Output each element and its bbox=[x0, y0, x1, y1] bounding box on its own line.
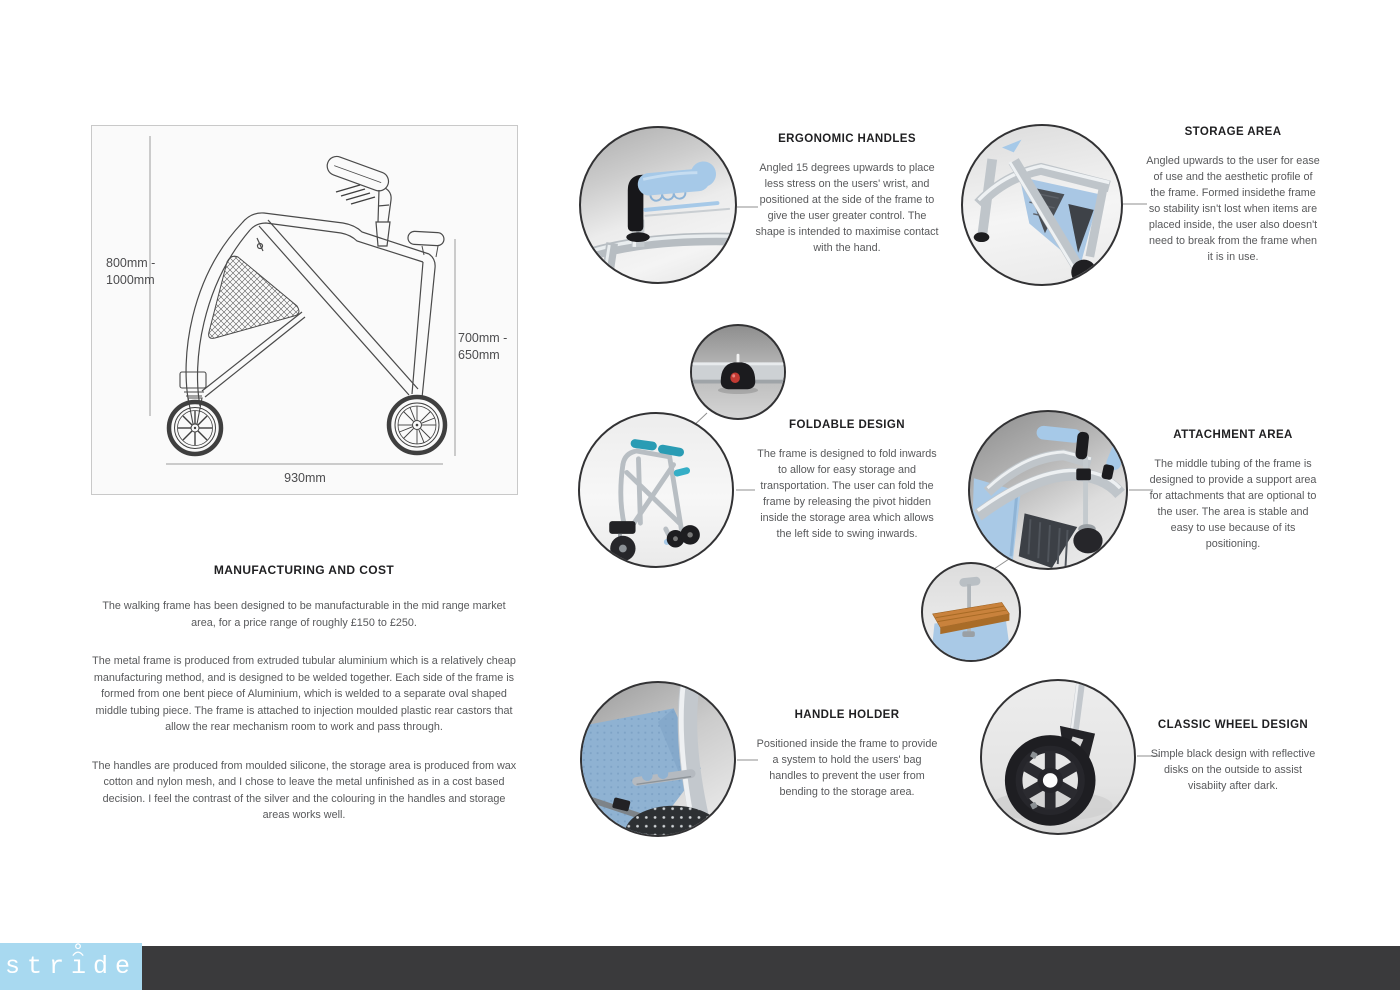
feature-image-storage-area bbox=[961, 124, 1123, 286]
feature-body: Positioned inside the frame to provide a system to hold the users' bag handles to prevent the user from bending to the storage area. bbox=[756, 738, 938, 798]
feature-classic-wheel-design bbox=[1146, 719, 1320, 794]
feature-image-pivot-detail bbox=[690, 324, 786, 420]
feature-title: ATTACHMENT AREA bbox=[1173, 429, 1293, 441]
handle-height-dimension-label: 700mm - 650mm bbox=[458, 331, 508, 362]
feature-attachment-area bbox=[1146, 429, 1320, 552]
feature-image-attachment-area bbox=[968, 410, 1128, 570]
feature-body: Angled upwards to the user for ease of use and the aesthetic profile of the frame. Formed insidethe frame so stability isn't lost when items are placed inside, the user also doesn't need to break from the frame when it is in use. bbox=[1146, 155, 1320, 263]
feature-body: Angled 15 degrees upwards to place less stress on the users' wrist, and positioned at the side of the frame to give the user greater control. The shape is intended to maximise contact with the hand. bbox=[755, 162, 939, 254]
feature-image-foldable-design bbox=[578, 412, 734, 568]
feature-body: The frame is designed to fold inwards to allow for easy storage and transportation. The user can fold the frame by releasing the pivot hidden inside the storage area which allows the left side to swing inwards. bbox=[757, 448, 937, 540]
feature-storage-area bbox=[1146, 126, 1320, 265]
manufacturing-title: MANUFACTURING AND COST bbox=[213, 563, 395, 577]
wooden-tray-render bbox=[923, 564, 1019, 660]
logo-part: de bbox=[93, 952, 138, 981]
manufacturing-paragraph: The handles are produced from moulded silicone, the storage area is produced from wax cotton and nylon mesh, and I chose to leave the metal unfinished as in a cost based decision. I feel the contrast of the silver and the colouring in the handles and storage areas works well. bbox=[91, 759, 517, 821]
ergonomic-handle-render bbox=[581, 128, 735, 282]
feature-body: The middle tubing of the frame is designed to provide a support area for attachments that are optional to the user. The area is stable and easy to use because of its positioning. bbox=[1149, 458, 1317, 550]
logo-i bbox=[71, 952, 93, 981]
feature-title: CLASSIC WHEEL DESIGN bbox=[1157, 719, 1309, 731]
feature-title: ERGONOMIC HANDLES bbox=[778, 133, 916, 145]
logo-part: ı bbox=[70, 952, 93, 981]
height-dimension-label: 800mm - 1000mm bbox=[106, 256, 156, 287]
feature-image-attachment-tray-detail bbox=[921, 562, 1021, 662]
stride-logo-text bbox=[5, 952, 137, 981]
feature-image-ergonomic-handles bbox=[579, 126, 737, 284]
walking-frame-line-drawing bbox=[92, 126, 519, 496]
storage-area-render bbox=[963, 126, 1121, 284]
feature-ergonomic-handles bbox=[754, 133, 940, 256]
feature-image-classic-wheel bbox=[980, 679, 1136, 835]
feature-handle-holder bbox=[754, 709, 940, 800]
feature-title: HANDLE HOLDER bbox=[794, 709, 900, 721]
stride-logo bbox=[0, 943, 142, 990]
pivot-release-render bbox=[692, 326, 784, 418]
manufacturing-paragraph: The metal frame is produced from extruded tubular aluminium which is a relatively cheap manufacturing method, and is designed to be welded together. Each side of the frame is formed from one bent piece of Aluminium, which is welded to a separate oval shaped middle tubing piece. The frame is attached to injection moulded plastic rear castors that allow the rear mechanism room to work and pass through. bbox=[92, 655, 516, 733]
feature-foldable-design bbox=[754, 419, 940, 542]
classic-wheel-render bbox=[982, 681, 1134, 833]
feature-title: FOLDABLE DESIGN bbox=[789, 419, 905, 431]
feature-body: Simple black design with reflective disks on the outside to assist visabiity after dark. bbox=[1150, 748, 1316, 792]
person-icon bbox=[72, 943, 84, 956]
footer-bar bbox=[0, 946, 1400, 990]
feature-title: STORAGE AREA bbox=[1184, 126, 1282, 138]
feature-image-handle-holder bbox=[580, 681, 736, 837]
width-dimension-label: 930mm bbox=[284, 471, 326, 485]
attachment-area-render bbox=[970, 412, 1126, 568]
folded-frame-render bbox=[580, 414, 732, 566]
logo-part: str bbox=[4, 952, 71, 981]
manufacturing-paragraph: The walking frame has been designed to be manufacturable in the mid range market area, for a price range of roughly £150 to £250. bbox=[102, 600, 506, 629]
manufacturing-section bbox=[90, 563, 518, 846]
technical-drawing-panel bbox=[91, 125, 518, 495]
handle-holder-render bbox=[582, 683, 734, 835]
